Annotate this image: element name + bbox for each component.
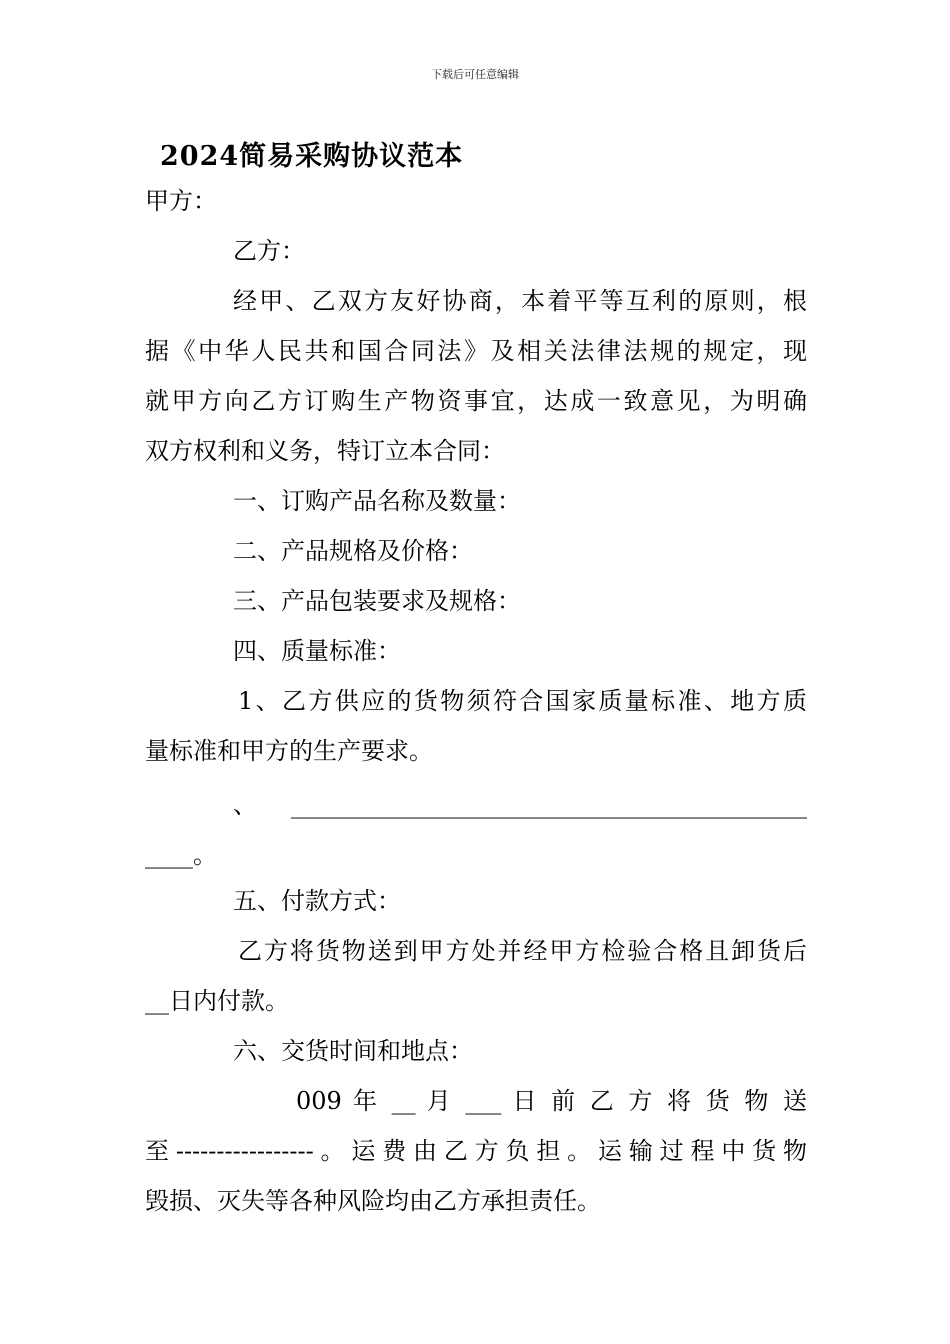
- section-2-heading: 二、产品规格及价格：: [233, 537, 473, 565]
- section-4-heading: 四、质量标准：: [233, 637, 401, 665]
- delivery-text-line-1: 009 年 __ 月 ___ 日 前 乙 方 将 货 物 送: [296, 1087, 807, 1115]
- header-note: 下载后可任意编辑: [431, 68, 519, 81]
- intro-line-3: 就甲方向乙方订购生产物资事宜，达成一致意见，为明确: [145, 387, 807, 415]
- payment-text-line-2: __日内付款。: [145, 987, 289, 1015]
- party-a-label: 甲方：: [145, 187, 217, 215]
- section-1-heading: 一、订购产品名称及数量：: [233, 487, 521, 515]
- quality-item-2-line-1: 、___________________________________________: [233, 791, 807, 819]
- quality-item-1-line-1: 1、乙方供应的货物须符合国家质量标准、地方质: [238, 687, 807, 715]
- delivery-text-line-3: 毁损、灭失等各种风险均由乙方承担责任。: [145, 1187, 601, 1215]
- section-3-heading: 三、产品包装要求及规格：: [233, 587, 521, 615]
- intro-line-1: 经甲、乙双方友好协商，本着平等互利的原则，根: [233, 287, 807, 315]
- quality-item-1-line-2: 量标准和甲方的生产要求。: [145, 737, 433, 765]
- party-b-label: 乙方：: [233, 237, 305, 265]
- intro-line-2: 据《中华人民共和国合同法》及相关法律法规的规定，现: [145, 337, 807, 365]
- section-5-heading: 五、付款方式：: [233, 887, 401, 915]
- document-title: 2024简易采购协议范本: [160, 141, 464, 172]
- intro-line-4: 双方权利和义务，特订立本合同：: [145, 437, 505, 465]
- payment-text-line-1: 乙方将货物送到甲方处并经甲方检验合格且卸货后: [238, 937, 807, 965]
- section-6-heading: 六、交货时间和地点：: [233, 1037, 473, 1065]
- delivery-text-line-2: 至-----------------。运费由乙方负担。运输过程中货物: [145, 1137, 807, 1165]
- quality-item-2-line-2: ____。: [145, 841, 217, 869]
